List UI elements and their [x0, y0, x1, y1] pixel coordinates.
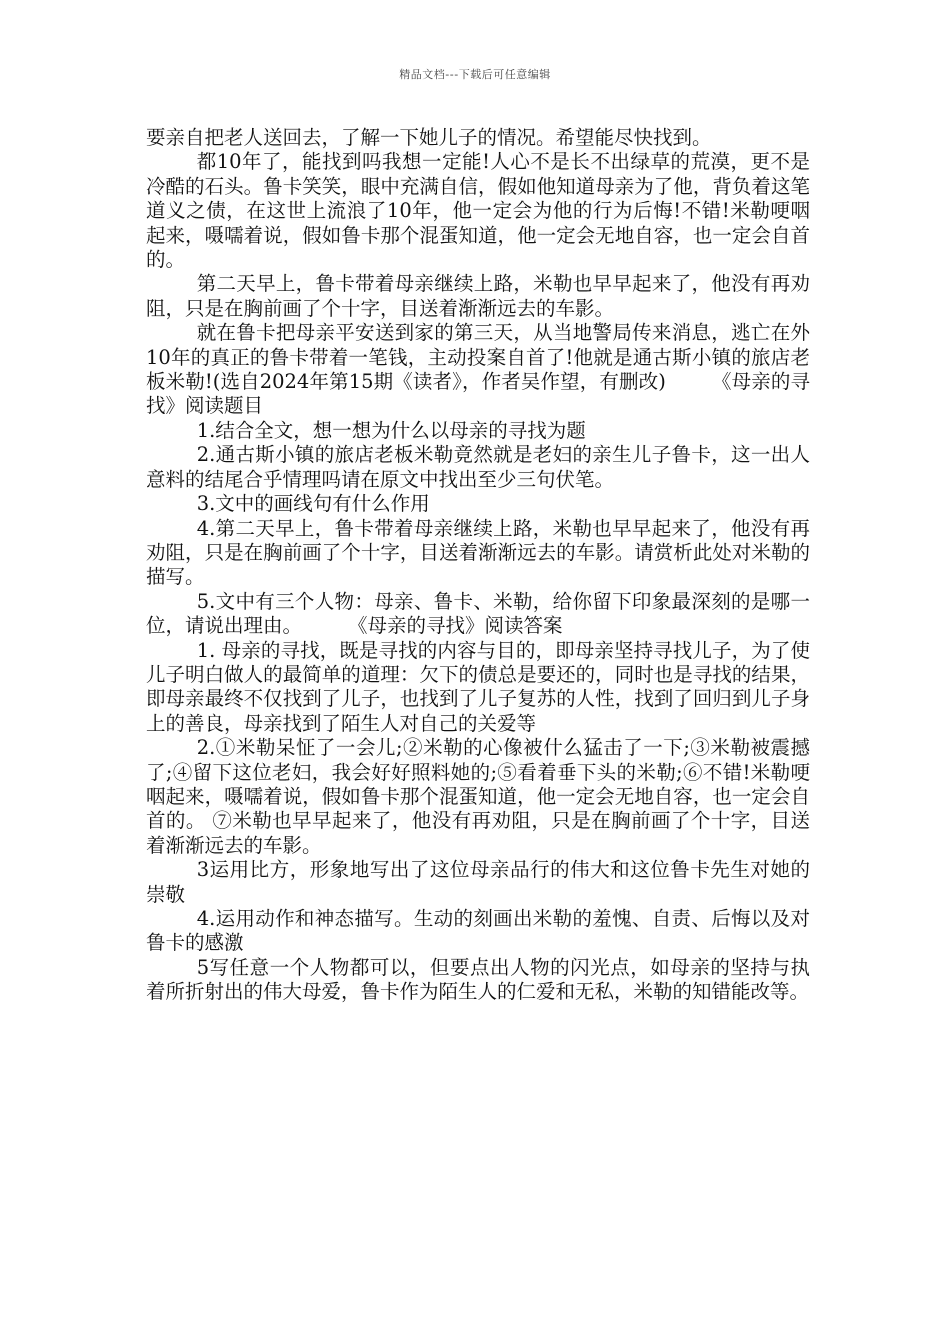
paragraph-text: 就在鲁卡把母亲平安送到家的第三天，从当地警局传来消息，逃亡在外10年的真正的鲁卡带着一笔钱，主动投案自首了!他就是通古斯小镇的旅店老板米勒!(选自2024年第15期《读者》，作者吴作望，有删改): [146, 321, 810, 394]
question-item: 3.文中的画线句有什么作用: [196, 492, 430, 516]
section-title: 《母亲的寻找》阅读题目: [146, 370, 810, 418]
paragraph: 都10年了，能找到吗我想一定能!人心不是长不出绿草的荒漠，更不是冷酷的石头。鲁卡笑笑，眼中充满自信，假如他知道母亲为了他，背负着这笔道义之债，在这世上流浪了10年，他一定会为他的行为后悔!不错!米勒哽咽起来，嗫嚅着说，假如鲁卡那个混蛋知道，他一定会无地自容，也一定会自首的。: [146, 150, 810, 272]
answer-item: 5写任意一个人物都可以，但要点出人物的闪光点，如母亲的坚持与执着所折射出的伟大母爱，鲁卡作为陌生人的仁爱和无私，米勒的知错能改等。: [146, 955, 810, 1004]
question-text: 5.文中有三个人物：母亲、鲁卡、米勒，给你留下印象最深刻的是哪一位，请说出理由。: [146, 589, 810, 638]
question-item: 2.通古斯小镇的旅店老板米勒竟然就是老妇的亲生儿子鲁卡，这一出人意料的结尾合乎情理吗请在原文中找出至少三句伏笔。: [146, 443, 810, 491]
answer-item: 2.①米勒呆怔了一会儿;②米勒的心像被什么猛击了一下;③米勒被震撼了;④留下这位老妇，我会好好照料她的;⑤看着垂下头的米勒;⑥不错!米勒哽咽起来，嗫嚅着说，假如鲁卡那个混蛋知道，他一定会无地自容，也一定会自首的。 ⑦米勒也早早起来了，他没有再劝阻，只是在胸前画了个十字，目送着渐渐远去的车影。: [146, 736, 810, 857]
question-item: 1.结合全文，想一想为什么以母亲的寻找为题: [196, 418, 586, 442]
answer-item: 3运用比方，形象地写出了这位母亲品行的伟大和这位鲁卡先生对她的崇敬: [146, 858, 810, 906]
page-header: 精品文档---下载后可任意编辑: [399, 68, 551, 81]
paragraph: 第二天早上，鲁卡带着母亲继续上路，米勒也早早起来了，他没有再劝阻，只是在胸前画了个十字，目送着渐渐远去的车影。: [146, 272, 810, 320]
answer-item: 4.运用动作和神态描写。生动的刻画出米勒的羞愧、自责、后悔以及对鲁卡的感激: [146, 907, 810, 955]
paragraph: [146, 321, 810, 419]
paragraph: 要亲自把老人送回去，了解一下她儿子的情况。希望能尽快找到。: [146, 126, 712, 149]
question-item: [146, 590, 810, 639]
section-title: 《母亲的寻找》阅读答案: [348, 614, 563, 638]
answer-item: 1. 母亲的寻找，既是寻找的内容与目的，即母亲坚持寻找儿子，为了使儿子明白做人的最简单的道理：欠下的债总是要还的，同时也是寻找的结果，即母亲最终不仅找到了儿子，也找到了儿子复苏的人性，找到了回归到儿子身上的善良，母亲找到了陌生人对自己的关爱等: [146, 638, 810, 735]
question-item: 4.第二天早上，鲁卡带着母亲继续上路，米勒也早早起来了，他没有再劝阻，只是在胸前画了个十字，目送着渐渐远去的车影。请赏析此处对米勒的描写。: [146, 516, 810, 589]
document-body: [146, 126, 810, 1005]
